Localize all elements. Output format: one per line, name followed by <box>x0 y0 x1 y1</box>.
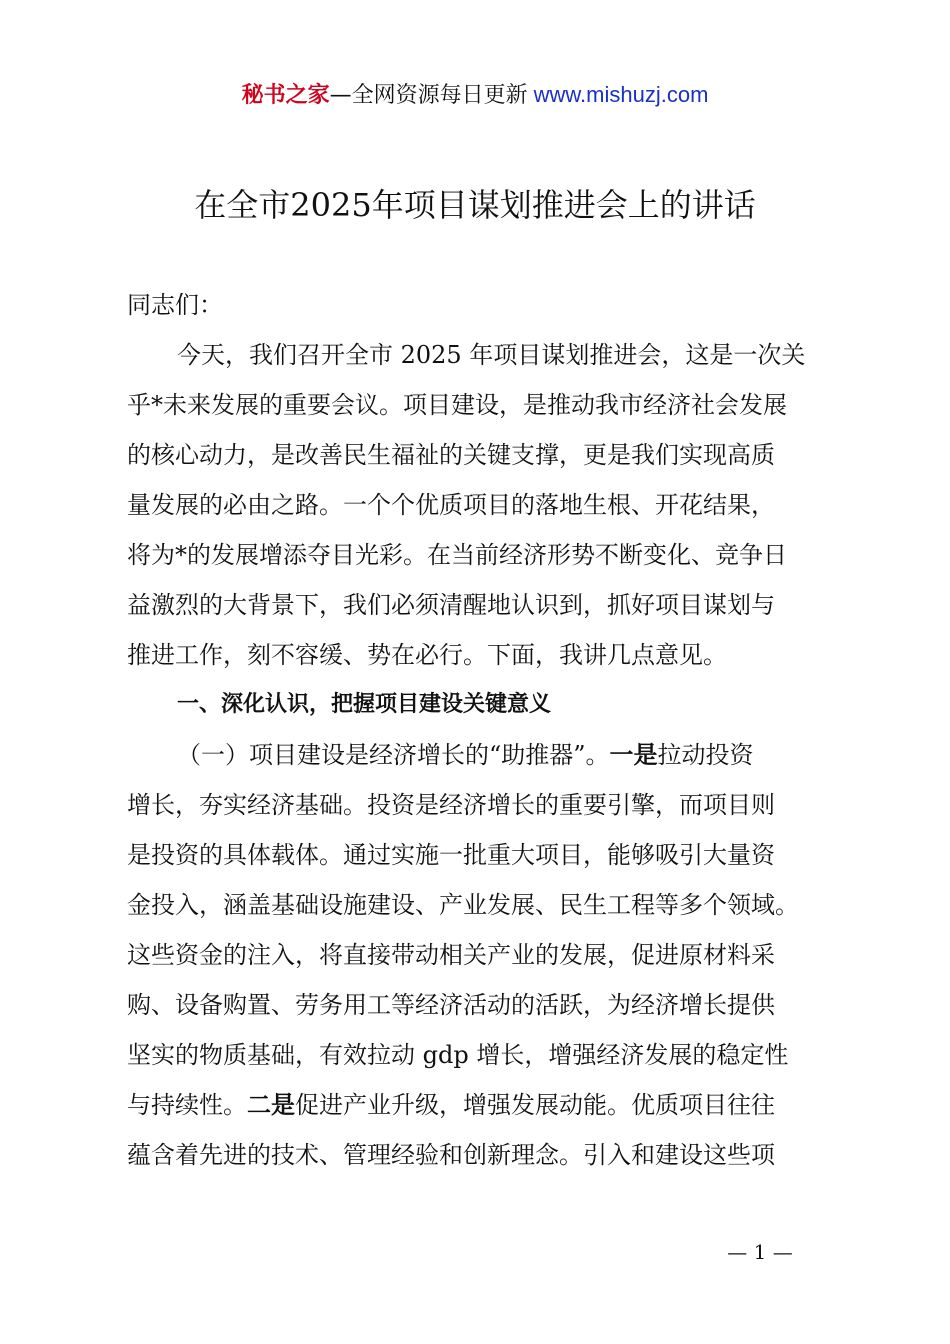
subsection-first-line <box>127 730 837 780</box>
paragraph-line: 的核心动力，是改善民生福祉的关键支撑，更是我们实现高质 <box>127 441 775 469</box>
site-brand: 秘书之家 <box>241 83 330 108</box>
paragraph-line: 购、设备购置、劳务用工等经济活动的活跃，为经济增长提供 <box>127 991 775 1019</box>
paragraph-line: 蕴含着先进的技术、管理经验和创新理念。引入和建设这些项 <box>127 1141 775 1169</box>
paragraph-line: 推进工作，刻不容缓、势在必行。下面，我讲几点意见。 <box>127 641 727 669</box>
subsection-heading: （一）项目建设是经济增长的“助推器”。 <box>177 741 610 769</box>
paragraph-line: 是投资的具体载体。通过实施一批重大项目，能够吸引大量资 <box>127 841 775 869</box>
paragraph-line: 坚实的物质基础，有效拉动 gdp 增长，增强经济发展的稳定性 <box>127 1041 789 1069</box>
document-title: 在全市2025年项目谋划推进会上的讲话 <box>194 186 756 224</box>
document-body <box>127 280 837 1180</box>
paragraph-line: 量发展的必由之路。一个个优质项目的落地生根、开花结果， <box>127 491 775 519</box>
paragraph-text: 拉动投资 <box>657 741 754 769</box>
paragraph-text: 与持续性。 <box>127 1091 247 1119</box>
paragraph-line: 增长，夯实经济基础。投资是经济增长的重要引擎，而项目则 <box>127 791 775 819</box>
paragraph-line: 金投入，涵盖基础设施建设、产业发展、民生工程等多个领域。 <box>127 891 799 919</box>
site-tagline: —全网资源每日更新 <box>329 83 528 108</box>
paragraph-line: 益激烈的大背景下，我们必须清醒地认识到，抓好项目谋划与 <box>127 591 775 619</box>
site-banner <box>0 80 950 111</box>
paragraph-line: 这些资金的注入，将直接带动相关产业的发展，促进原材料采 <box>127 941 775 969</box>
point-label: 一是 <box>609 741 658 769</box>
site-url-link[interactable]: www.mishuzj.com <box>533 82 709 107</box>
paragraph-text: 促进产业升级，增强发展动能。优质项目往往 <box>295 1091 775 1119</box>
page-number: — 1 — <box>727 1240 793 1264</box>
point-label: 二是 <box>247 1091 295 1119</box>
paragraph-line: 将为*的发展增添夺目光彩。在当前经济形势不断变化、竞争日 <box>127 541 787 569</box>
paragraph-line: 今天，我们召开全市 2025 年项目谋划推进会，这是一次关 <box>177 341 806 369</box>
salutation: 同志们： <box>127 291 223 319</box>
section-heading: 一、深化认识，把握项目建设关键意义 <box>177 692 552 717</box>
paragraph-line: 乎*未来发展的重要会议。项目建设，是推动我市经济社会发展 <box>127 391 787 419</box>
paragraph-line-mixed <box>127 1080 837 1130</box>
